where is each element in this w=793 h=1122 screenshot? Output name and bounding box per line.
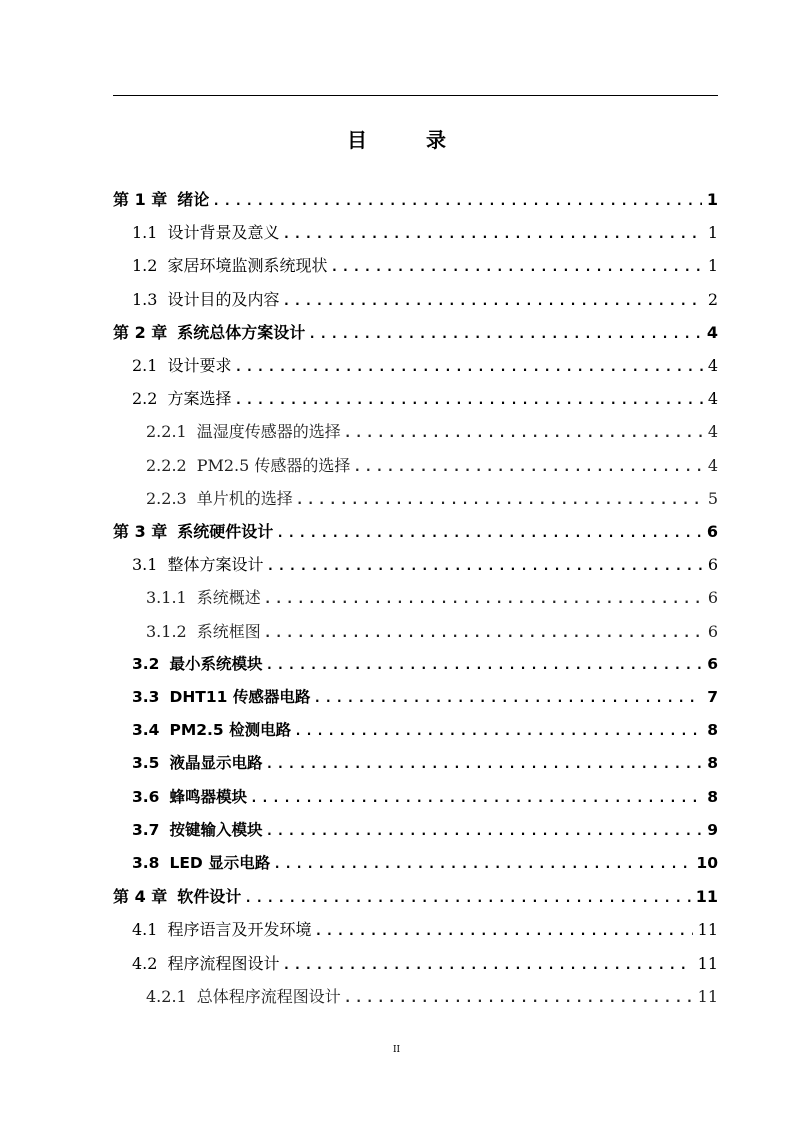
toc-entry-page: 2 — [707, 289, 718, 309]
toc-dot-leader — [212, 185, 702, 218]
toc-dot-leader — [265, 815, 702, 848]
toc-entry-page: 11 — [695, 887, 718, 907]
toc-entry-title: DHT11 传感器电路 — [169, 688, 311, 706]
toc-entry-page: 6 — [707, 621, 718, 641]
toc-entry-title: LED 显示电路 — [169, 854, 271, 872]
toc-dot-leader — [265, 748, 702, 781]
toc-entry-page: 9 — [707, 820, 718, 839]
toc-entry-page: 1 — [707, 223, 718, 243]
toc-dot-leader — [276, 517, 702, 550]
toc-entry-title: PM2.5 检测电路 — [169, 721, 292, 740]
toc-entry-title: 绪论 — [177, 190, 210, 209]
toc-entry-page: 6 — [707, 555, 718, 575]
toc-entry-title: 方案选择 — [167, 389, 232, 409]
toc-entry-number: 3.7 — [132, 820, 160, 839]
toc-dot-leader — [308, 318, 702, 351]
toc-chapter-entry[interactable] — [113, 316, 718, 349]
toc-section-entry[interactable] — [132, 847, 718, 880]
toc-dot-leader — [282, 285, 702, 318]
toc-entry-page: 4 — [707, 455, 718, 475]
toc-dot-leader — [264, 583, 703, 616]
toc-section-entry[interactable] — [132, 548, 718, 581]
toc-entry-title: 最小系统模块 — [169, 654, 263, 673]
toc-subsection-entry[interactable] — [146, 615, 718, 648]
toc-section-entry[interactable] — [132, 747, 718, 780]
toc-entry-page: 5 — [707, 488, 718, 508]
toc-entry-title: PM2.5 传感器的选择 — [196, 455, 351, 475]
toc-entry-number: 第 2 章 — [113, 322, 168, 342]
toc-dot-leader — [294, 715, 702, 748]
toc-subsection-entry[interactable] — [146, 581, 718, 614]
toc-entry-page: 10 — [696, 854, 718, 872]
toc-subsection-entry[interactable] — [146, 449, 718, 482]
toc-section-entry[interactable] — [132, 382, 718, 415]
toc-dot-leader — [313, 682, 702, 715]
toc-entry-page: 4 — [707, 422, 718, 442]
toc-entry-number: 1.1 — [132, 223, 158, 243]
toc-entry-title: 软件设计 — [177, 887, 242, 907]
toc-entry-page: 8 — [707, 721, 718, 740]
toc-entry-title: 设计目的及内容 — [167, 289, 280, 309]
toc-subsection-entry[interactable] — [146, 415, 718, 448]
toc-section-entry[interactable] — [132, 814, 718, 847]
toc-entry-page: 6 — [706, 522, 718, 541]
toc-dot-leader — [234, 384, 702, 417]
toc-dot-leader — [244, 882, 690, 915]
toc-section-entry[interactable] — [132, 913, 718, 946]
toc-entry-page: 8 — [707, 787, 718, 806]
toc-entry-number: 3.1.1 — [146, 588, 187, 608]
toc-dot-leader — [265, 649, 702, 682]
toc-entry-page: 6 — [707, 654, 718, 673]
toc-entry-number: 1.3 — [132, 289, 158, 309]
toc-section-entry[interactable] — [132, 681, 718, 714]
toc-section-entry[interactable] — [132, 349, 718, 382]
toc-entry-title: 程序语言及开发环境 — [167, 920, 312, 940]
toc-dot-leader — [273, 848, 691, 881]
toc-entry-number: 4.2 — [132, 953, 158, 973]
toc-entry-number: 第 3 章 — [113, 522, 168, 541]
toc-entry-page: 8 — [707, 754, 718, 773]
toc-entry-number: 3.1.2 — [146, 621, 187, 641]
toc-dot-leader — [250, 782, 702, 815]
toc-entry-page: 11 — [697, 920, 718, 940]
toc-entry-title: 整体方案设计 — [167, 555, 264, 575]
toc-entry-page: 4 — [707, 389, 718, 409]
toc-chapter-entry[interactable] — [113, 183, 718, 216]
toc-entry-number: 3.5 — [132, 754, 160, 773]
toc-entry-title: 程序流程图设计 — [167, 953, 280, 973]
toc-dot-leader — [344, 982, 693, 1015]
toc-entry-page: 7 — [707, 688, 718, 706]
page-number: II — [392, 1045, 401, 1055]
toc-entry-page: 4 — [707, 356, 718, 375]
toc-dot-leader — [314, 915, 692, 948]
page-title: 目 录 — [347, 128, 472, 152]
toc-entry-title: 系统框图 — [196, 621, 261, 641]
toc-entry-title: 总体程序流程图设计 — [196, 986, 341, 1006]
toc-entry-number: 3.8 — [132, 854, 160, 872]
toc-entry-title: 家居环境监测系统现状 — [167, 256, 328, 276]
toc-entry-number: 4.2.1 — [146, 986, 187, 1006]
toc-entry-number: 3.2 — [132, 654, 160, 673]
toc-subsection-entry[interactable] — [146, 980, 718, 1013]
toc-entry-number: 2.1 — [132, 356, 158, 375]
toc-entry-number: 3.6 — [132, 787, 160, 806]
toc-entry-number: 3.3 — [132, 688, 160, 706]
toc-dot-leader — [282, 949, 692, 982]
toc-section-entry[interactable] — [132, 947, 718, 980]
toc-entry-page: 4 — [706, 322, 718, 342]
toc-entry-number: 3.4 — [132, 721, 160, 740]
toc-entry-page: 11 — [697, 986, 718, 1006]
toc-entry-number: 第 1 章 — [113, 190, 168, 209]
toc-dot-leader — [296, 484, 703, 517]
toc-section-entry[interactable] — [132, 648, 718, 681]
toc-section-entry[interactable] — [132, 249, 718, 282]
toc-entry-number: 第 4 章 — [113, 887, 168, 907]
toc-entry-title: 按键输入模块 — [169, 820, 263, 839]
toc-chapter-entry[interactable] — [113, 880, 718, 913]
toc-section-entry[interactable] — [132, 283, 718, 316]
toc-section-entry[interactable] — [132, 714, 718, 747]
toc-dot-leader — [264, 617, 703, 650]
toc-entry-number: 3.1 — [132, 555, 158, 575]
toc-entry-title: 设计背景及意义 — [167, 223, 280, 243]
toc-entry-page: 1 — [707, 256, 718, 276]
toc-entry-title: 系统硬件设计 — [177, 522, 274, 541]
toc-dot-leader — [282, 218, 702, 251]
toc-entry-number: 2.2 — [132, 389, 158, 409]
toc-entry-number: 4.1 — [132, 920, 158, 940]
toc-entry-page: 11 — [697, 953, 718, 973]
toc-entry-number: 2.2.1 — [146, 422, 187, 442]
toc-entry-title: 系统概述 — [196, 588, 261, 608]
toc-entry-title: 蜂鸣器模块 — [169, 787, 247, 806]
toc-entry-title: 液晶显示电路 — [169, 754, 263, 773]
toc-section-entry[interactable] — [132, 216, 718, 249]
toc-entry-page: 6 — [707, 588, 718, 608]
toc-entry-number: 2.2.3 — [146, 488, 187, 508]
toc-dot-leader — [330, 251, 702, 284]
toc-entry-title: 设计要求 — [167, 356, 232, 375]
toc-chapter-entry[interactable] — [113, 515, 718, 548]
header-rule — [113, 95, 718, 96]
toc-dot-leader — [234, 351, 702, 384]
toc-subsection-entry[interactable] — [146, 482, 718, 515]
toc-entry-title: 单片机的选择 — [196, 488, 293, 508]
toc-entry-number: 2.2.2 — [146, 455, 187, 475]
toc-dot-leader — [266, 550, 702, 583]
toc-entry-number: 1.2 — [132, 256, 158, 276]
toc-section-entry[interactable] — [132, 781, 718, 814]
toc-dot-leader — [344, 417, 703, 450]
toc-entry-page: 1 — [706, 190, 718, 209]
toc-entry-title: 系统总体方案设计 — [177, 322, 306, 342]
toc-entry-title: 温湿度传感器的选择 — [196, 422, 341, 442]
toc-dot-leader — [353, 451, 702, 484]
